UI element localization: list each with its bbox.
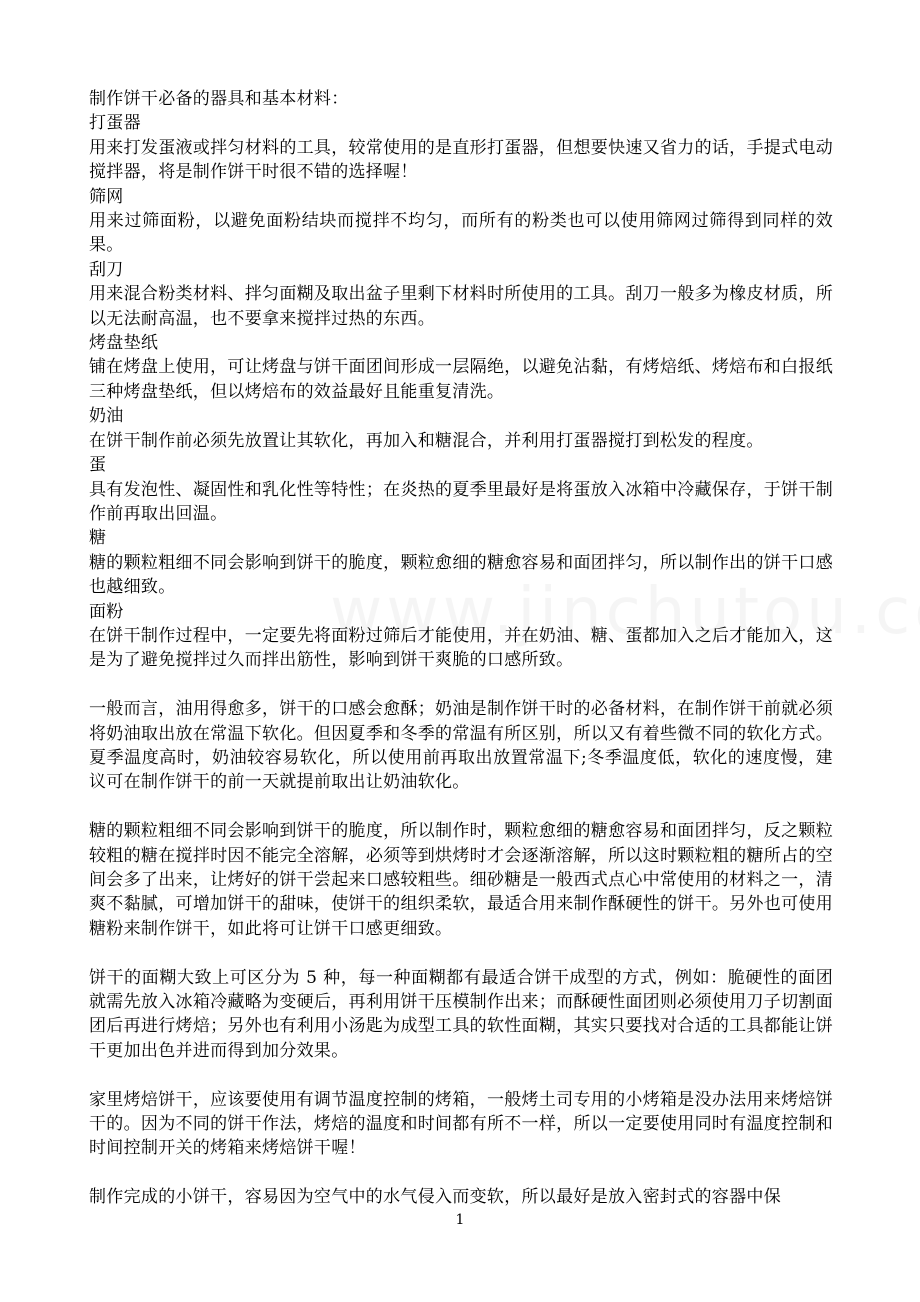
section-heading-butter: 奶油 [89,406,124,427]
paragraph-baking-liner: 铺在烤盘上使用，可让烤盘与饼干面团间形成一层隔绝，以避免沾黏，有烤焙纸、烤焙布和白报纸三种烤盘垫纸，但以烤焙布的效益最好且能重复清洗。 [89,357,833,402]
section-heading-spatula: 刮刀 [89,259,124,280]
paragraph-flour: 在饼干制作过程中，一定要先将面粉过筛后才能使用，并在奶油、糖、蛋都加入之后才能加入，这是为了避免搅拌过久而拌出筋性，影响到饼干爽脆的口感所致。 [89,625,833,671]
section-heading-sugar: 糖 [89,528,107,549]
intro-heading: 制作饼干必备的器具和基本材料： [89,89,349,109]
paragraph-batter-types: 饼干的面糊大致上可区分为 5 种，每一种面糊都有最适合饼干成型的方式，例如：脆硬性的面团就需先放入冰箱冷藏略为变硬后，再利用饼干压模制作出来；而酥硬性面团则必须使用刀子切割面团后再进行烤焙；另外也有利用小汤匙为成型工具的软性面糊，其实只要找对合适的工具都能让饼干更加出色并进而得到加分效果。 [89,967,833,1061]
page-number: 1 [455,1212,465,1228]
paragraph-spacer [89,941,833,965]
paragraph-storage: 制作完成的小饼干，容易因为空气中的水气侵入而变软，所以最好是放入密封式的容器中保 [89,1187,781,1208]
section-heading-egg: 蛋 [89,455,107,476]
paragraph-oil-and-butter: 一般而言，油用得愈多，饼干的口感会愈酥；奶油是制作饼干时的必备材料，在制作饼干前就必须将奶油取出放在常温下软化。但因夏季和冬季的常温有所区别，所以又有着些微不同的软化方式。夏季温度高时，奶油较容易软化，所以使用前再取出放置常温下;冬季温度低，软化的速度慢，建议可在制作饼干的前一天就提前取出让奶油软化。 [89,699,833,793]
paragraph-butter: 在饼干制作前必须先放置让其软化，再加入和糖混合，并利用打蛋器搅打到松发的程度。 [89,430,764,451]
paragraph-spatula: 用来混合粉类材料、拌匀面糊及取出盆子里剩下材料时所使用的工具。刮刀一般多为橡皮材质，所以无法耐高温，也不要拿来搅拌过热的东西。 [89,284,833,329]
paragraph-spacer [89,1063,833,1087]
paragraph-egg: 具有发泡性、凝固性和乳化性等特性；在炎热的夏季里最好是将蛋放入冰箱中冷藏保存，于饼干制作前再取出回温。 [89,479,833,524]
paragraph-spacer [89,673,833,697]
paragraph-oven: 家里烤焙饼干，应该要使用有调节温度控制的烤箱，一般烤土司专用的小烤箱是没办法用来烤焙饼干的。因为不同的饼干作法，烤焙的温度和时间都有所不一样，所以一定要使用同时有温度控制和时间控制开关的烤箱来烤焙饼干喔！ [89,1089,833,1159]
section-heading-flour: 面粉 [89,601,124,622]
paragraph-sugar-granules: 糖的颗粒粗细不同会影响到饼干的脆度，所以制作时，颗粒愈细的糖愈容易和面团拌匀，反之颗粒较粗的糖在搅拌时因不能完全溶解，必须等到烘烤时才会逐渐溶解，所以这时颗粒粗的糖所占的空间会多了出来，让烤好的饼干尝起来口感较粗些。细砂糖是一般西式点心中常使用的材料之一，清爽不黏腻，可增加饼干的甜味，使饼干的组织柔软，最适合用来制作酥硬性的饼干。另外也可使用糖粉来制作饼干，如此将可让饼干口感更细致。 [89,821,833,939]
paragraph-spacer [89,1161,833,1185]
section-heading-sieve: 筛网 [89,186,124,207]
section-heading-whisk: 打蛋器 [89,113,141,134]
paragraph-spacer [89,795,833,819]
paragraph-sieve: 用来过筛面粉，以避免面粉结块而搅拌不均匀，而所有的粉类也可以使用筛网过筛得到同样的效果。 [89,211,833,256]
document-body [89,87,833,1210]
section-heading-baking-liner: 烤盘垫纸 [89,333,159,354]
paragraph-whisk: 用来打发蛋液或拌匀材料的工具，较常使用的是直形打蛋器，但想要快速又省力的话，手提式电动搅拌器，将是制作饼干时很不错的选择喔！ [89,137,833,183]
paragraph-sugar: 糖的颗粒粗细不同会影响到饼干的脆度，颗粒愈细的糖愈容易和面团拌匀，所以制作出的饼干口感也越细致。 [89,552,833,598]
